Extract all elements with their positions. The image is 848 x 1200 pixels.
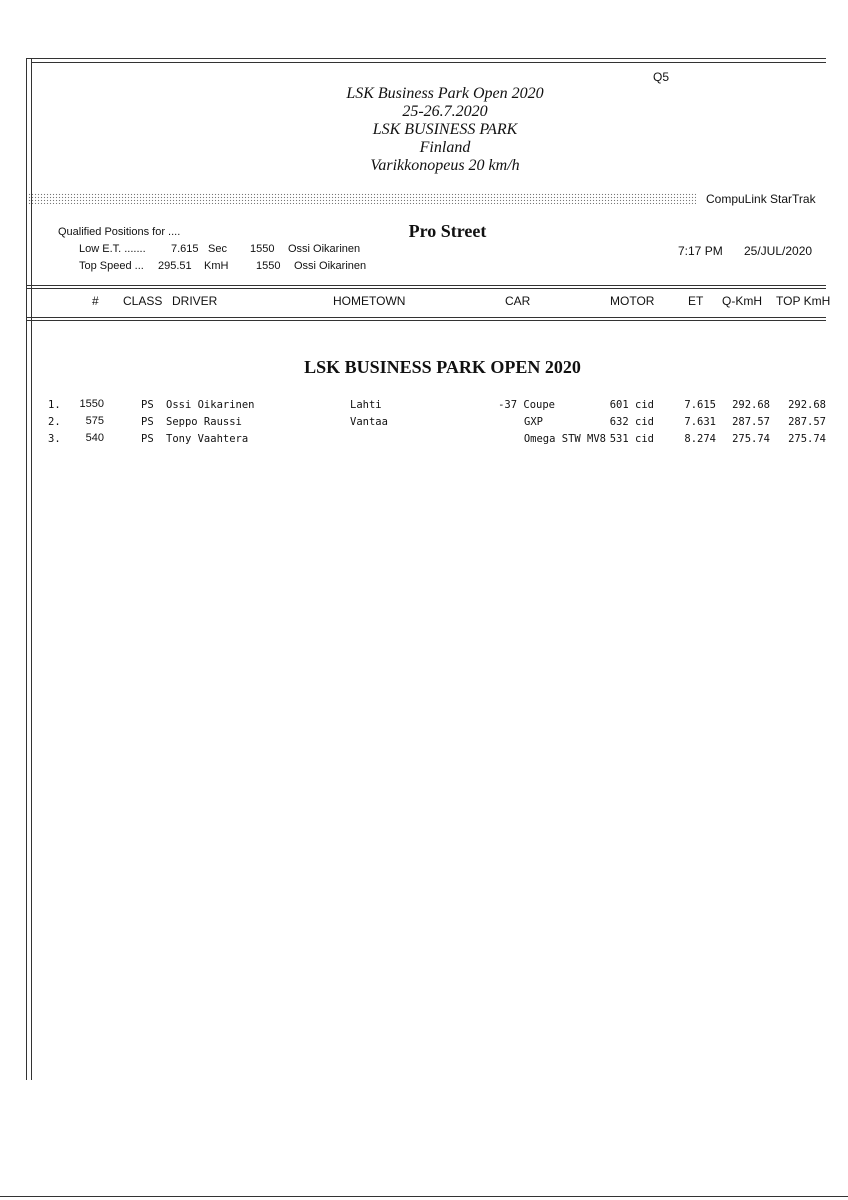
frame-left-inner bbox=[31, 58, 32, 1080]
row-hometown: Lahti bbox=[350, 399, 382, 411]
header-line-dates: 25-26.7.2020 bbox=[402, 103, 488, 120]
col-car: CAR bbox=[505, 294, 531, 308]
row-car: GXP bbox=[524, 416, 543, 428]
low-et-unit: Sec bbox=[208, 243, 227, 255]
row-q-kmh: 275.74 bbox=[732, 433, 770, 445]
report-date: 25/JUL/2020 bbox=[744, 244, 813, 258]
col-et: ET bbox=[688, 294, 704, 308]
report-code: Q5 bbox=[653, 70, 670, 84]
frame-top-outer bbox=[26, 58, 826, 59]
row-q-kmh: 287.57 bbox=[732, 416, 770, 428]
qualified-label: Qualified Positions for .... bbox=[58, 226, 181, 238]
dotted-separator bbox=[28, 193, 696, 204]
row-et: 8.274 bbox=[684, 433, 716, 445]
row-top-kmh: 287.57 bbox=[788, 416, 826, 428]
low-et-number: 1550 bbox=[250, 243, 275, 255]
col-q-kmh: Q-KmH bbox=[722, 294, 762, 308]
header-line-venue: LSK BUSINESS PARK bbox=[372, 121, 518, 138]
top-speed-label: Top Speed ... bbox=[79, 260, 144, 272]
row-car-number: 575 bbox=[85, 415, 104, 427]
row-car: -37 Coupe bbox=[498, 399, 555, 411]
report-time: 7:17 PM bbox=[678, 244, 723, 258]
low-et-value: 7.615 bbox=[171, 243, 199, 255]
top-speed-value: 295.51 bbox=[158, 260, 192, 272]
low-et-label: Low E.T. ....... bbox=[79, 243, 146, 255]
row-class: PS bbox=[141, 433, 154, 445]
col-top-kmh: TOP KmH bbox=[776, 294, 831, 308]
row-q-kmh: 292.68 bbox=[732, 399, 770, 411]
event-title: LSK BUSINESS PARK OPEN 2020 bbox=[304, 357, 581, 377]
software-brand: CompuLink StarTrak bbox=[706, 192, 816, 206]
header-line-pit-speed: Varikkonopeus 20 km/h bbox=[370, 157, 520, 174]
row-car-number: 1550 bbox=[79, 398, 104, 410]
row-et: 7.631 bbox=[684, 416, 716, 428]
row-class: PS bbox=[141, 416, 154, 428]
row-car-number: 540 bbox=[85, 432, 104, 444]
row-driver: Ossi Oikarinen bbox=[166, 399, 255, 411]
row-driver: Seppo Raussi bbox=[166, 416, 242, 428]
frame-left-outer bbox=[26, 58, 27, 1080]
top-speed-number: 1550 bbox=[256, 260, 281, 272]
row-hometown: Vantaa bbox=[350, 416, 388, 428]
top-speed-unit: KmH bbox=[204, 260, 229, 272]
col-hometown: HOMETOWN bbox=[333, 294, 406, 308]
row-top-kmh: 275.74 bbox=[788, 433, 826, 445]
col-driver: DRIVER bbox=[172, 294, 218, 308]
row-class: PS bbox=[141, 399, 154, 411]
row-position: 2. bbox=[48, 416, 61, 428]
header-rule-top-2 bbox=[26, 288, 826, 289]
row-top-kmh: 292.68 bbox=[788, 399, 826, 411]
header-rule-bottom bbox=[26, 317, 826, 318]
header-rule-top bbox=[26, 285, 826, 286]
col-motor: MOTOR bbox=[610, 294, 655, 308]
event-header bbox=[300, 85, 590, 175]
row-motor: 632 cid bbox=[609, 416, 654, 428]
low-et-driver: Ossi Oikarinen bbox=[288, 243, 361, 255]
header-line-event: LSK Business Park Open 2020 bbox=[346, 85, 544, 102]
frame-top-inner bbox=[31, 62, 826, 63]
header-rule-bottom-2 bbox=[26, 320, 826, 321]
class-title: Pro Street bbox=[408, 221, 487, 241]
top-speed-driver: Ossi Oikarinen bbox=[294, 260, 367, 272]
header-line-country: Finland bbox=[419, 139, 471, 156]
col-number: # bbox=[92, 294, 99, 308]
row-motor: 531 cid bbox=[609, 433, 654, 445]
row-driver: Tony Vaahtera bbox=[166, 433, 249, 445]
row-et: 7.615 bbox=[684, 399, 716, 411]
row-position: 1. bbox=[48, 399, 61, 411]
row-car: Omega STW MV8 bbox=[523, 433, 606, 445]
row-motor: 601 cid bbox=[609, 399, 654, 411]
row-position: 3. bbox=[48, 433, 61, 445]
col-class: CLASS bbox=[123, 294, 163, 308]
page-bottom-rule bbox=[0, 1196, 848, 1197]
